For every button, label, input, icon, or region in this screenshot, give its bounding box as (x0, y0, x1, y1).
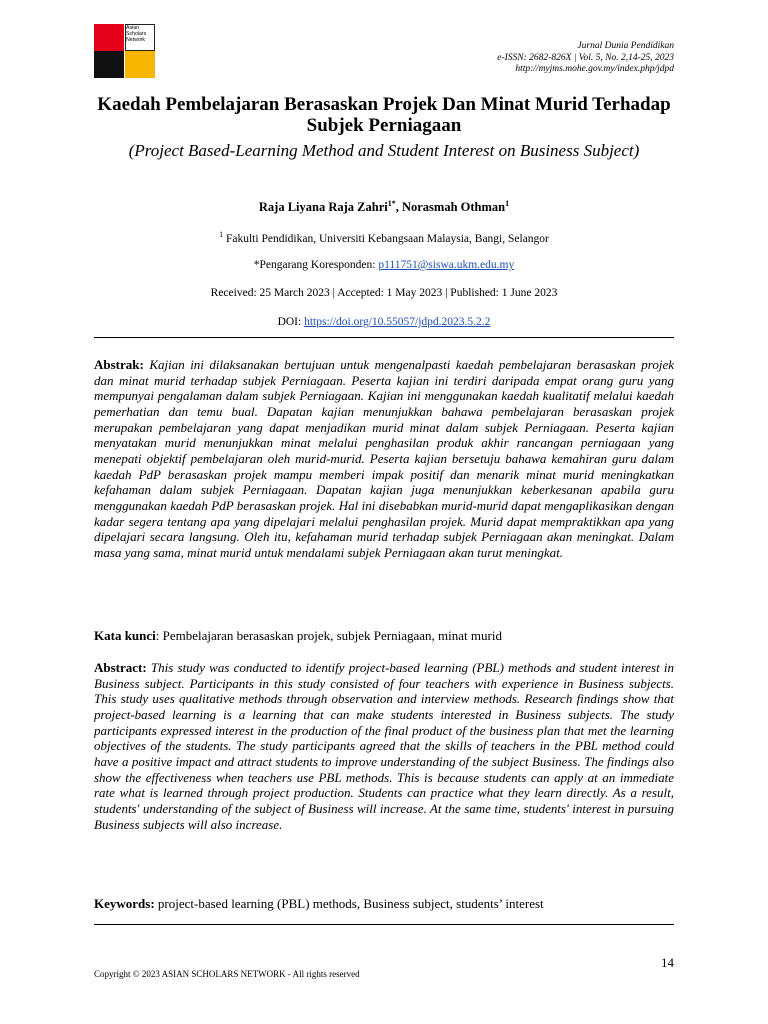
keywords-label: Keywords: (94, 896, 155, 911)
journal-name: Jurnal Dunia Pendidikan (577, 41, 674, 51)
journal-header (497, 41, 674, 76)
email-link[interactable]: p111751@siswa.ukm.edu.my (378, 259, 515, 271)
kata-kunci-text: : Pembelajaran berasaskan projek, subjek Perniagaan, minat murid (155, 628, 502, 643)
abstract-label: Abstract: (94, 660, 147, 675)
page-number: 14 (661, 955, 674, 970)
author-separator: , (395, 200, 402, 215)
doi-line (94, 316, 674, 328)
doi-label: DOI: (277, 316, 305, 328)
keywords-paragraph (94, 896, 674, 912)
abstract-paragraph (94, 660, 674, 832)
corresponding-label: *Pengarang Koresponden: (253, 259, 379, 271)
abstrak-label: Abstrak: (94, 357, 144, 372)
kata-kunci-label: Kata kunci (94, 628, 156, 643)
doi-link[interactable]: https://doi.org/10.55057/jdpd.2023.5.2.2 (304, 316, 491, 328)
corresponding-author (94, 259, 674, 271)
abstract-text: This study was conducted to identify project-based learning (PBL) methods and student interest in Business subject. Participants in this study consisted of four teachers with experience in Business subjects. This study uses qualitative methods through observation and interview methods. Research findings show that project-based learning is a learning that can make students interested in Business subjects. The study participants expressed interest in the production of the final product of the business plan that met the learning objectives of the students. The study participants agreed that the skills of teachers in the PBL method could have a positive impact and attract students to improve understanding of the subject Business. The findings also show the effectiveness when teachers use PBL methods. This is because students can apply at an immediate rate what is learned through project production. Students can practice what they learn directly. As a result, students' understanding of the subject of Business will increase. At the same time, students' interest in pursuing Business subjects will also increase. (94, 660, 674, 832)
paper-title: Kaedah Pembelajaran Berasaskan Projek Dan Minat Murid Terhadap Subjek Perniagaan (97, 94, 671, 136)
affiliation-text: Fakulti Pendidikan, Universiti Kebangsaan Malaysia, Bangi, Selangor (223, 232, 549, 245)
kata-kunci-paragraph (94, 628, 674, 644)
author-name: Norasmah Othman (401, 200, 506, 215)
journal-url: http://myjms.mohe.gov.my/index.php/jdpd (515, 64, 674, 74)
journal-issn: e-ISSN: 2682-826X | Vol. 5, No. 2,14-25, 2023 (497, 52, 674, 63)
paper-subtitle: (Project Based-Learning Method and Student Interest on Business Subject) (128, 141, 640, 160)
author-affil-mark: 1 (505, 199, 510, 208)
abstrak-text: Kajian ini dilaksanakan bertujuan untuk mengenalpasti kaedah pembelajaran berasaskan projek dan minat murid terhadap subjek Perniagaan. Peserta kajian ini terdiri daripada empat orang guru yang mempunyai pengalaman dalam subjek Perniagaan. Kajian ini menggunakan kaedah kualitatif melalui kaedah pemerhatian dan temu bual. Dapatan kajian menunjukkan bahawa pembelajaran berasaskan projek merupakan pembelajaran yang dapat menjadikan murid minat dalam subjek Perniagaan. Peserta kajian menyatakan murid menunjukkan minat melalui penghasilan produk akhir rancangan perniagaan yang menepati objektif pembelajaran oleh murid-murid. Peserta kajian bersetuju bahawa kemahiran guru dalam kaedah PdP berasaskan projek mampu memberi impak positif dan menarik minat murid meningkatkan kefahaman dalam subjek Perniagaan. Dapatan kajian juga menunjukkan keberkesanan apabila guru menggunakan kaedah PdP berasaskan projek. Hal ini disebabkan murid-murid dapat mengaplikasikan dengan kadar segera tentang apa yang dipelajari melalui penghasilan projek. Murid dapat mempraktikkan apa yang dipelajari secara langsung. Oleh itu, kefahaman murid terhadap subjek Perniagaan akan meningkat. Dalam masa yang sama, minat murid untuk mendalami subjek Perniagaan akan turut meningkat. (94, 357, 674, 560)
publisher-logo (94, 24, 155, 78)
keywords-text: project-based learning (PBL) methods, Business subject, students’ interest (154, 896, 544, 911)
author-list (94, 199, 674, 215)
affiliation (94, 230, 674, 245)
divider (94, 924, 674, 925)
abstrak-paragraph (94, 357, 674, 561)
affiliation-mark: 1 (219, 230, 224, 239)
author-affil-mark: 1* (387, 199, 396, 208)
copyright-notice: Copyright © 2023 ASIAN SCHOLARS NETWORK - All rights reserved (94, 969, 360, 979)
publication-dates: Received: 25 March 2023 | Accepted: 1 May 2023 | Published: 1 June 2023 (210, 287, 558, 299)
divider (94, 337, 674, 338)
logo-text: Asian Scholars Network (126, 25, 147, 43)
author-name: Raja Liyana Raja Zahri (258, 200, 388, 215)
